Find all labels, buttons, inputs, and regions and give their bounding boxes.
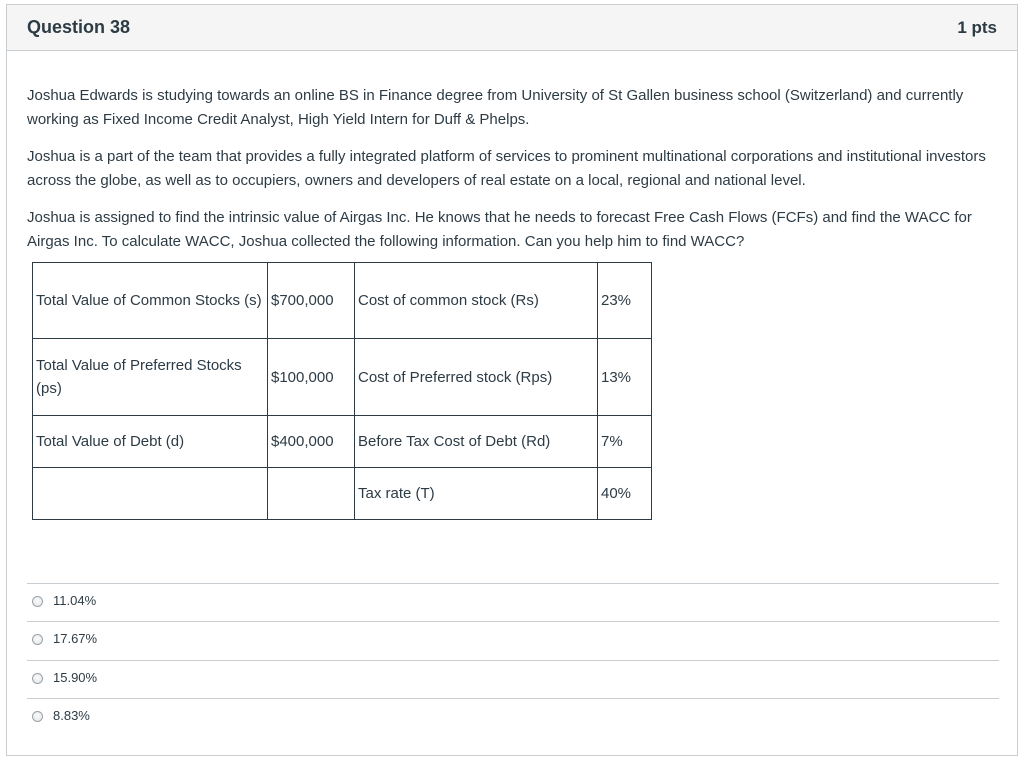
radio-button[interactable] xyxy=(32,711,43,722)
table-row xyxy=(33,416,652,468)
table-cell xyxy=(33,468,268,520)
table-row xyxy=(33,468,652,520)
radio-button[interactable] xyxy=(32,634,43,645)
answer-option[interactable] xyxy=(27,621,999,659)
table-cell: $100,000 xyxy=(268,339,355,416)
table-cell: $400,000 xyxy=(268,416,355,468)
answer-label[interactable]: 11.04% xyxy=(53,593,97,608)
table-cell xyxy=(268,468,355,520)
answer-label[interactable]: 8.83% xyxy=(53,708,90,723)
answer-label[interactable]: 17.67% xyxy=(53,631,98,646)
answer-option[interactable] xyxy=(27,698,999,736)
table-cell: Cost of Preferred stock (Rps) xyxy=(355,339,598,416)
table-cell: 23% xyxy=(598,263,652,339)
table-cell: 40% xyxy=(598,468,652,520)
table-cell: $700,000 xyxy=(268,263,355,339)
answer-option[interactable] xyxy=(27,583,999,621)
table-cell: Total Value of Common Stocks (s) xyxy=(33,263,268,339)
question-title: Question 38 xyxy=(27,17,131,37)
table-row xyxy=(33,339,652,416)
table-cell: 13% xyxy=(598,339,652,416)
radio-button[interactable] xyxy=(32,596,43,607)
question-paragraph: Joshua Edwards is studying towards an online BS in Finance degree from University of St Gallen business school (Switzerland) and currently working as Fixed Income Credit Analyst, High Yield Intern for Duff & Phelps. xyxy=(27,87,964,128)
table-cell: Tax rate (T) xyxy=(355,468,598,520)
table-cell: 7% xyxy=(598,416,652,468)
question-paragraph: Joshua is a part of the team that provides a fully integrated platform of services to prominent multinational corporations and institutional investors across the globe, as well as to occupiers, owners and developers of real estate on a local, regional and national level. xyxy=(27,148,986,189)
table-cell: Cost of common stock (Rs) xyxy=(355,263,598,339)
answer-option[interactable] xyxy=(27,660,999,698)
table-cell: Total Value of Debt (d) xyxy=(33,416,268,468)
answer-label[interactable]: 15.90% xyxy=(53,670,98,685)
radio-button[interactable] xyxy=(32,673,43,684)
question-points: 1 pts xyxy=(957,18,997,37)
question-header xyxy=(7,5,1017,51)
wacc-data-table xyxy=(32,262,652,520)
table-row xyxy=(33,263,652,339)
question-paragraph: Joshua is assigned to find the intrinsic value of Airgas Inc. He knows that he needs to forecast Free Cash Flows (FCFs) and find the WACC for Airgas Inc. To calculate WACC, Joshua collected the following information. Can you help him to find WACC? xyxy=(27,209,972,250)
quiz-question-card xyxy=(6,4,1018,756)
table-cell: Before Tax Cost of Debt (Rd) xyxy=(355,416,598,468)
table-cell: Total Value of Preferred Stocks (ps) xyxy=(33,339,268,416)
